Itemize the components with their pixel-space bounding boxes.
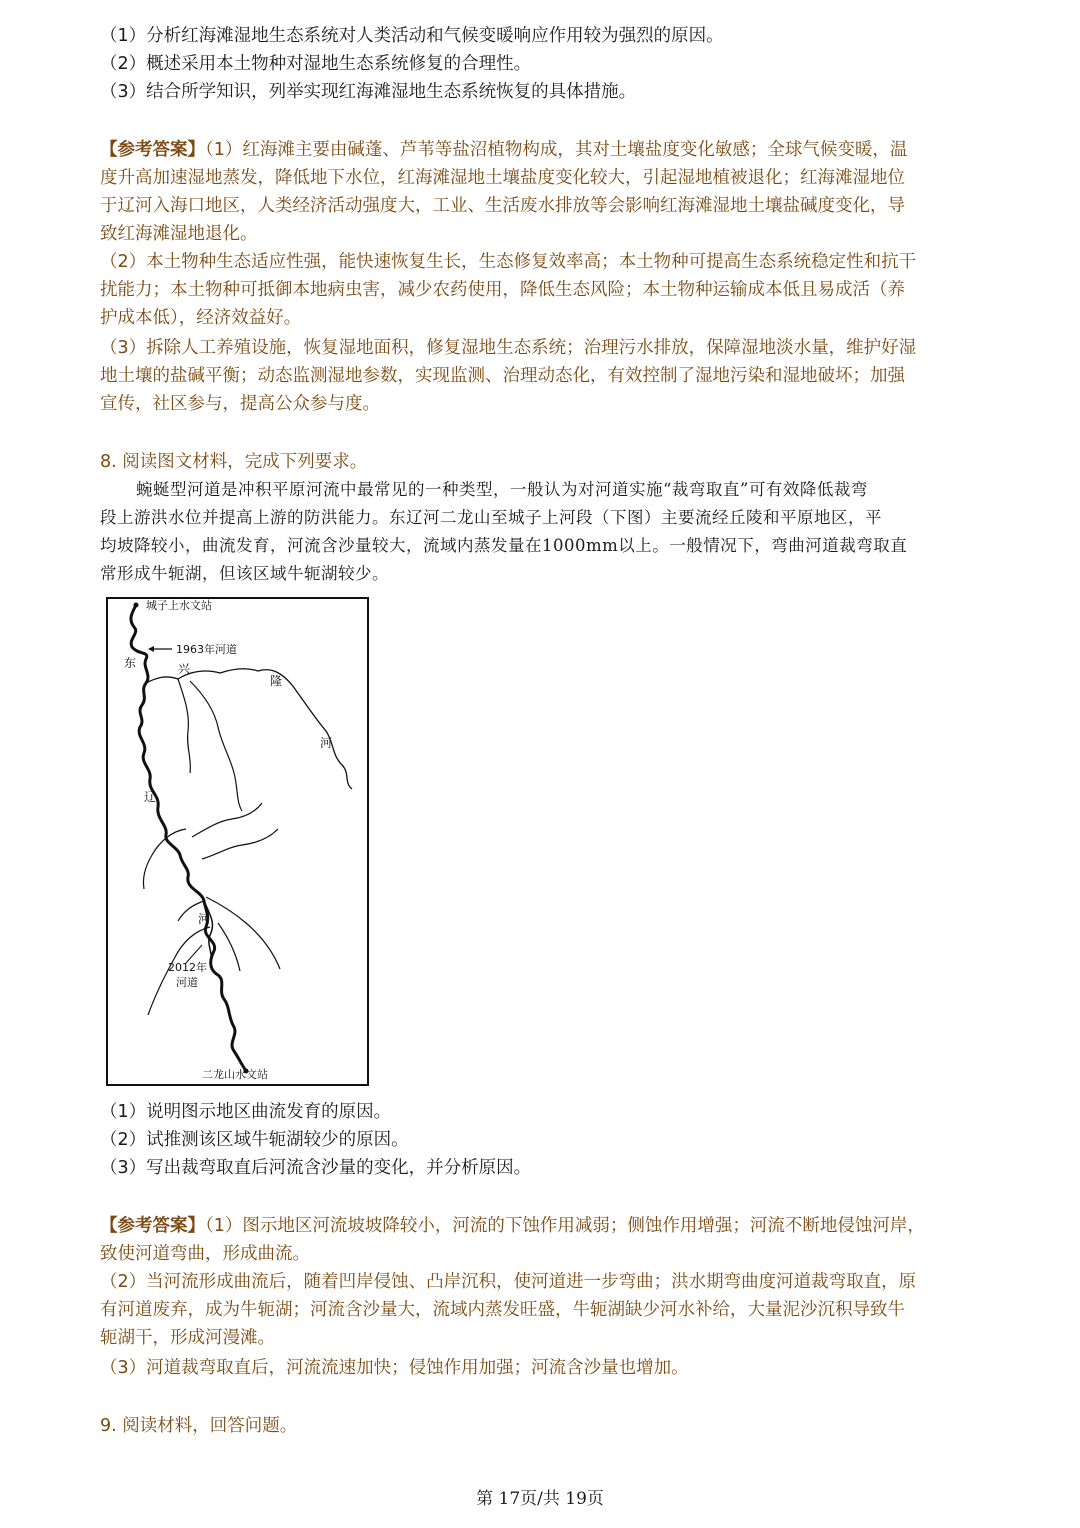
answer-7-line-1: 【参考答案】（1）红海滩主要由碱蓬、芦苇等盐沼植物构成，其对土壤盐度变化敏感；全球气候变暖，温 — [100, 140, 908, 160]
label-2012-b: 河道 — [176, 976, 198, 989]
material-line-2: 段上游洪水位并提高上游的防洪能力。东辽河二龙山至城子上河段（下图）主要流经丘陵和平原地区，平 — [100, 508, 882, 527]
answer-7-line-2: 度升高加速湿地蒸发，降低地下水位，红海滩湿地土壤盐度变化较大，引起湿地植被退化；红海滩湿地位 — [100, 168, 905, 188]
station-top-marker — [134, 603, 139, 608]
answer-7-line-5: （2）本土物种生态适应性强，能快速恢复生长，生态修复效率高；本土物种可提高生态系统稳定性和抗干 — [100, 252, 917, 272]
label-xing: 兴 — [178, 662, 191, 676]
label-dong: 东 — [124, 656, 137, 670]
answer-7-line-9: 地土壤的盐碱平衡；动态监测湿地参数，实现监测、治理动态化，有效控制了湿地污染和湿地破坏；加强 — [100, 366, 905, 386]
label-he-main: 河 — [198, 912, 211, 926]
question-7-1: （1）分析红海滩湿地生态系统对人类活动和气候变暖响应作用较为强烈的原因。 — [100, 26, 724, 46]
label-1963-channel: 1963年河道 — [176, 643, 237, 656]
label-liao: 辽 — [144, 790, 157, 804]
answer-7-line-3: 于辽河入海口地区，人类经济活动强度大，工业、生活废水排放等会影响红海滩湿地土壤盐碱度变化，导 — [100, 196, 905, 216]
question-7-3: （3）结合所学知识，列举实现红海滩湿地生态系统恢复的具体措施。 — [100, 82, 637, 102]
answer-7-line-8: （3）拆除人工养殖设施，恢复湿地面积，修复湿地生态系统；治理污水排放，保障湿地淡水量，维护好湿 — [100, 338, 917, 358]
answer-7-line-6: 扰能力；本土物种可抵御本地病虫害，减少农药使用，降低生态风险；本土物种运输成本低且易成活（养 — [100, 280, 905, 300]
answer-8-line-5: 轭湖干，形成河漫滩。 — [100, 1328, 275, 1348]
question-8-title: 8. 阅读图文材料，完成下列要求。 — [100, 452, 368, 472]
answer-label: 【参考答案】 — [100, 1216, 205, 1236]
label-long: 隆 — [270, 674, 283, 688]
material-line-3: 均坡降较小，曲流发育，河流含沙量较大，流域内蒸发量在1000mm以上。一般情况下，弯曲河道裁弯取直 — [100, 536, 908, 555]
material-line-1: 蜿蜒型河道是冲积平原河流中最常见的一种类型，一般认为对河道实施“裁弯取直”可有效降低裁弯 — [136, 480, 868, 499]
answer-7-line-4: 致红海滩湿地退化。 — [100, 224, 258, 244]
page-footer: 第 17页/共 19页 — [476, 1489, 604, 1509]
question-8-1: （1）说明图示地区曲流发育的原因。 — [100, 1102, 392, 1122]
answer-7-line-10: 宣传，社区参与，提高公众参与度。 — [100, 394, 380, 414]
question-8-3: （3）写出裁弯取直后河流含沙量的变化，并分析原因。 — [100, 1158, 532, 1178]
river-map-figure — [106, 597, 369, 1086]
question-7-2: （2）概述采用本土物种对湿地生态系统修复的合理性。 — [100, 54, 532, 74]
station-bottom-label: 二龙山水文站 — [202, 1068, 268, 1081]
question-9-title: 9. 阅读材料，回答问题。 — [100, 1416, 298, 1436]
station-top-label: 城子上水文站 — [146, 599, 212, 612]
label-he-tributary: 河 — [320, 736, 333, 750]
answer-8-line-2: 致使河道弯曲，形成曲流。 — [100, 1244, 310, 1264]
material-line-4: 常形成牛轭湖，但该区域牛轭湖较少。 — [100, 564, 389, 583]
answer-8-line-4: 有河道废弃，成为牛轭湖；河流含沙量大，流域内蒸发旺盛，牛轭湖缺少河水补给，大量泥沙沉积导致牛 — [100, 1300, 905, 1320]
label-2012-a: 2012年 — [168, 961, 207, 974]
answer-8-line-3: （2）当河流形成曲流后，随着凹岸侵蚀、凸岸沉积，使河道进一步弯曲；洪水期弯曲度河道裁弯取直，原 — [100, 1272, 917, 1292]
question-8-2: （2）试推测该区域牛轭湖较少的原因。 — [100, 1130, 409, 1150]
answer-8-line-6: （3）河道裁弯取直后，河流流速加快；侵蚀作用加强；河流含沙量也增加。 — [100, 1358, 689, 1378]
answer-label: 【参考答案】 — [100, 140, 205, 160]
answer-7-line-7: 护成本低），经济效益好。 — [100, 308, 302, 328]
answer-8-line-1: 【参考答案】（1）图示地区河流坡坡降较小，河流的下蚀作用减弱；侧蚀作用增强；河流不断地侵蚀河岸， — [100, 1216, 925, 1236]
